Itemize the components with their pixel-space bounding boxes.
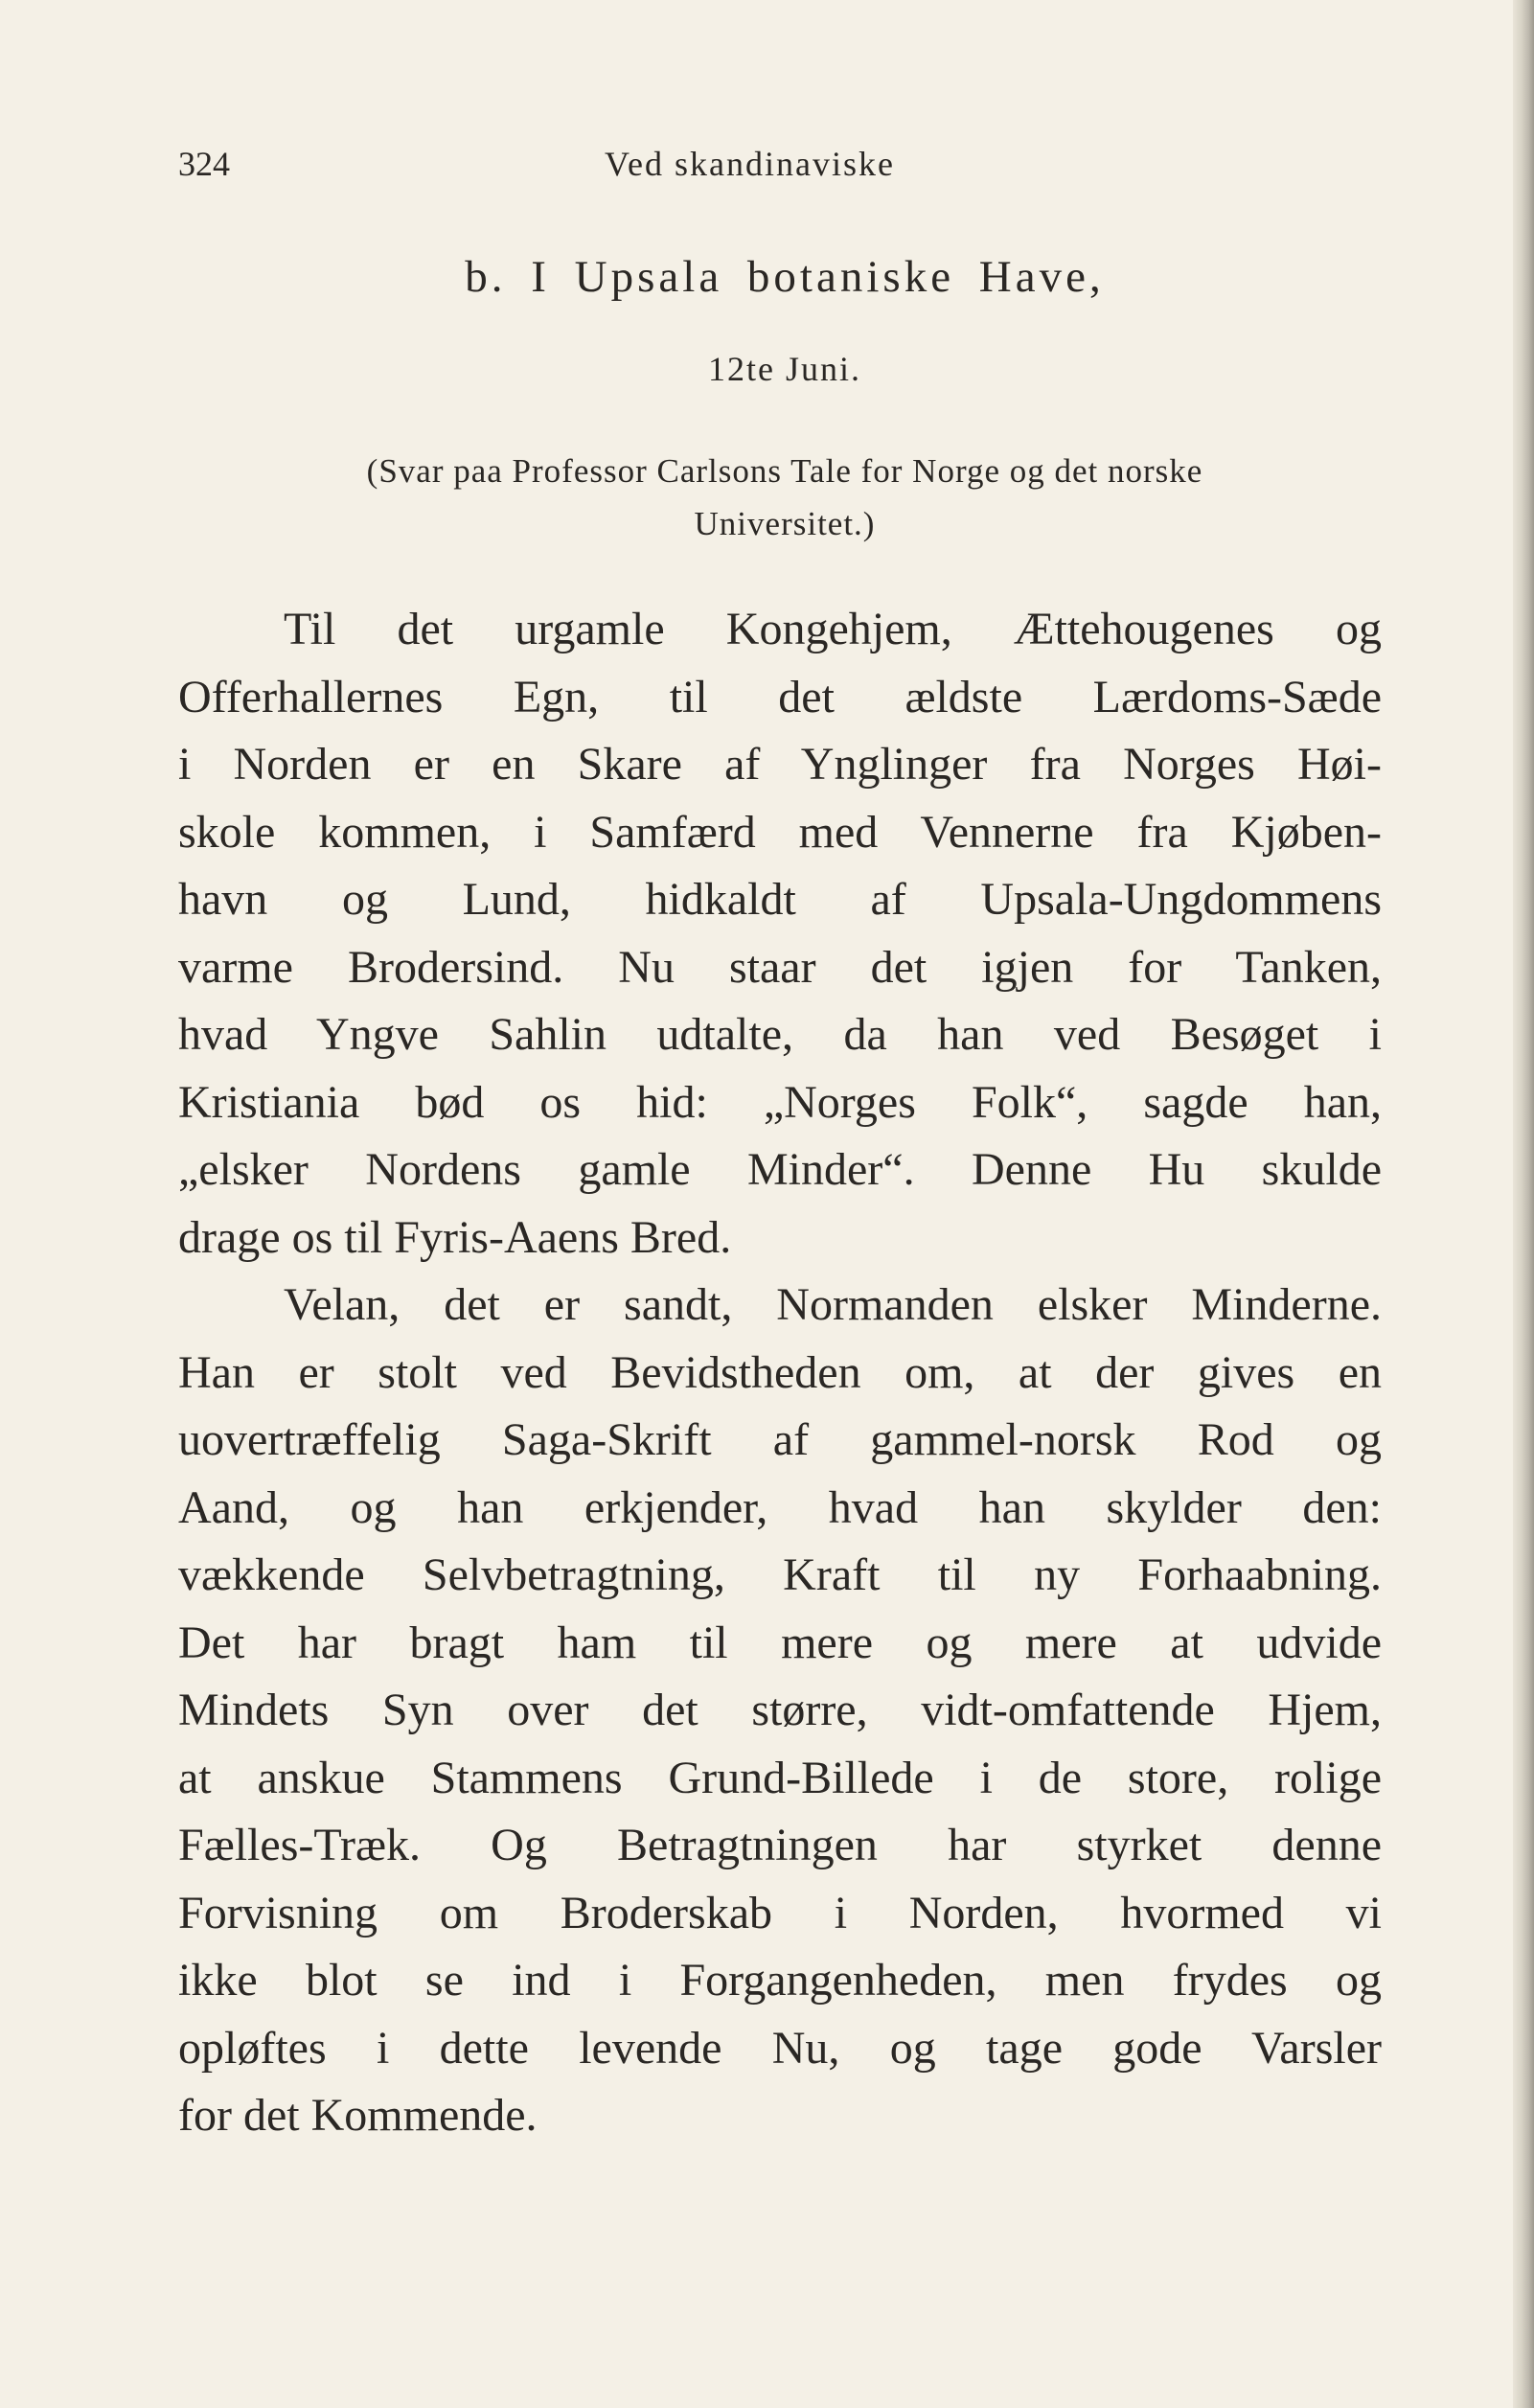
text-line: havn og Lund, hidkaldt af Upsala-Ungdommens [178,874,1382,925]
section-date: 12te Juni. [708,350,861,388]
text-line: opløftes i dette levende Nu, og tage gode Varsler [178,2022,1382,2074]
text-line: Mindets Syn over det større, vidt-omfattende Hjem, [178,1685,1382,1735]
subtitle-line: Universitet.) [694,505,876,542]
text-line: Det har bragt ham til mere og mere at udvide [178,1617,1382,1668]
running-title: Ved skandinaviske [605,145,895,183]
running-header [178,144,1391,192]
text-line: hvad Yngve Sahlin udtalte, da han ved Besøget i [178,1009,1382,1060]
text-line: Offerhallernes Egn, til det ældste Lærdoms-Sæde [178,671,1382,722]
text-line: „elsker Nordens gamle Minder“. Denne Hu skulde [178,1144,1382,1195]
page-edge [1513,0,1534,2408]
text-line: Til det urgamle Kongehjem, Ættehougenes og [284,604,1382,654]
page-number: 324 [178,145,230,183]
text-line: at anskue Stammens Grund-Billede i de store, rolige [178,1752,1382,1803]
section-subtitle [178,445,1391,550]
text-line: i Norden er en Skare af Ynglinger fra Norges Høi- [178,739,1382,790]
text-line: Han er stolt ved Bevidstheden om, at der gives en [178,1346,1382,1398]
text-line: ikke blot se ind i Forgangenheden, men frydes og [178,1955,1382,2006]
text-line: Kristiania bød os hid: „Norges Folk“, sagde han, [178,1076,1382,1128]
text-line: varme Brodersind. Nu staar det igjen for Tanken, [178,941,1382,993]
body-text [178,596,1382,2150]
text-line: for det Kommende. [178,2090,538,2141]
text-line: Aand, og han erkjender, hvad han skylder den: [178,1481,1382,1533]
section-title: b. I Upsala botaniske Have, [465,252,1105,302]
subtitle-line: (Svar paa Professor Carlsons Tale for Norge og det norske [366,452,1203,490]
text-line: skole kommen, i Samfærd med Vennerne fra Kjøben- [178,806,1382,858]
text-line: vækkende Selvbetragtning, Kraft til ny Forhaabning. [178,1549,1382,1600]
text-line: Velan, det er sandt, Normanden elsker Minderne. [284,1279,1382,1330]
text-line: Forvisning om Broderskab i Norden, hvormed vi [178,1887,1382,1938]
text-line: drage os til Fyris-Aaens Bred. [178,1211,732,1263]
text-line: uovertræffelig Saga-Skrift af gammel-norsk Rod og [178,1414,1382,1465]
text-line: Fælles-Træk. Og Betragtningen har styrket denne [178,1820,1382,1870]
